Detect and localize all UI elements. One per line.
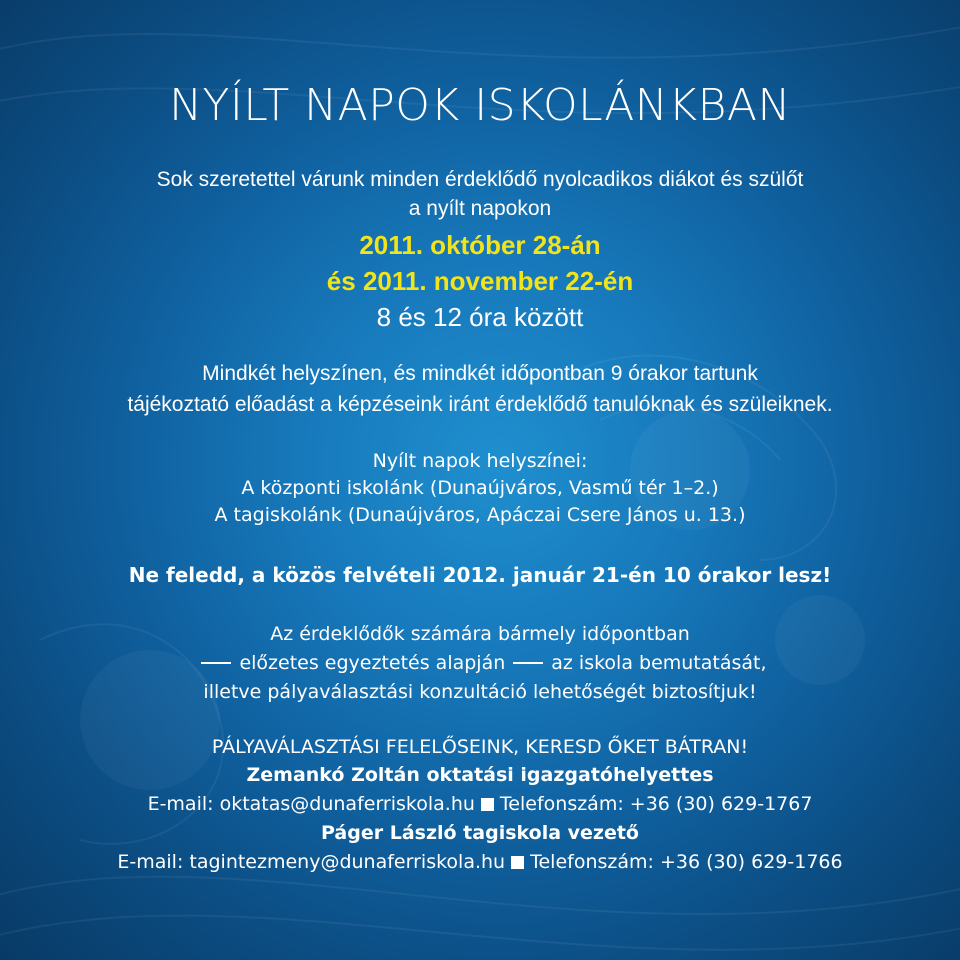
contact-1-email[interactable]: E-mail: oktatas@dunaferriskola.hu: [147, 793, 475, 815]
info-line-1: Mindkét helyszínen, és mindkét időpontban 9 órakor tartunk: [202, 362, 758, 385]
availability-line-3: illetve pályaválasztási konzultáció lehetőségét biztosítjuk!: [203, 681, 757, 703]
em-dash-right: [513, 662, 543, 664]
date-2: és 2011. november 22-én: [326, 266, 634, 296]
locations-heading: Nyílt napok helyszínei:: [372, 450, 588, 472]
contact-2-email[interactable]: E-mail: tagintezmeny@dunaferriskola.hu: [117, 851, 506, 873]
contact-2-name: Páger László tagiskola vezető: [321, 822, 639, 844]
contact-1-phone[interactable]: Telefonszám: +36 (30) 629-1767: [499, 793, 813, 815]
exam-notice: Ne feledd, a közös felvételi 2012. január 21-én 10 órakor lesz!: [128, 563, 832, 587]
availability-middle: előzetes egyeztetés alapján: [239, 652, 506, 674]
location-2: A tagiskolánk (Dunaújváros, Apáczai Csere János u. 13.): [214, 504, 746, 526]
time-range: 8 és 12 óra között: [376, 302, 584, 332]
contacts-heading: PÁLYAVÁLASZTÁSI FELELŐSEINK, KERESD ŐKET BÁTRAN!: [211, 736, 749, 758]
location-1: A központi iskolánk (Dunaújváros, Vasmű tér 1–2.): [241, 477, 719, 499]
date-1: 2011. október 28-án: [359, 230, 601, 260]
contact-1-name: Zemankó Zoltán oktatási igazgatóhelyettes: [246, 764, 714, 786]
availability-end: az iskola bemutatását,: [551, 652, 767, 674]
em-dash-left: [201, 662, 231, 664]
intro-line-2: a nyílt napokon: [408, 197, 552, 220]
availability-line-1: Az érdeklődők számára bármely időpontban: [270, 623, 690, 645]
intro-line-1: Sok szeretettel várunk minden érdeklődő nyolcadikos diákot és szülőt: [156, 168, 804, 191]
contact-2-phone[interactable]: Telefonszám: +36 (30) 629-1766: [530, 851, 843, 873]
contact-2-details: [0, 851, 960, 873]
availability-line-2: [0, 652, 960, 674]
page-title: NYÍLT NAPOK ISKOLÁNKBAN: [169, 80, 791, 131]
info-line-2: tájékoztató előadást a képzéseink iránt érdeklődő tanulóknak és szüleiknek.: [127, 393, 833, 416]
square-separator-icon: [481, 798, 494, 811]
contact-1-details: [0, 793, 960, 815]
square-separator-icon: [511, 856, 524, 869]
